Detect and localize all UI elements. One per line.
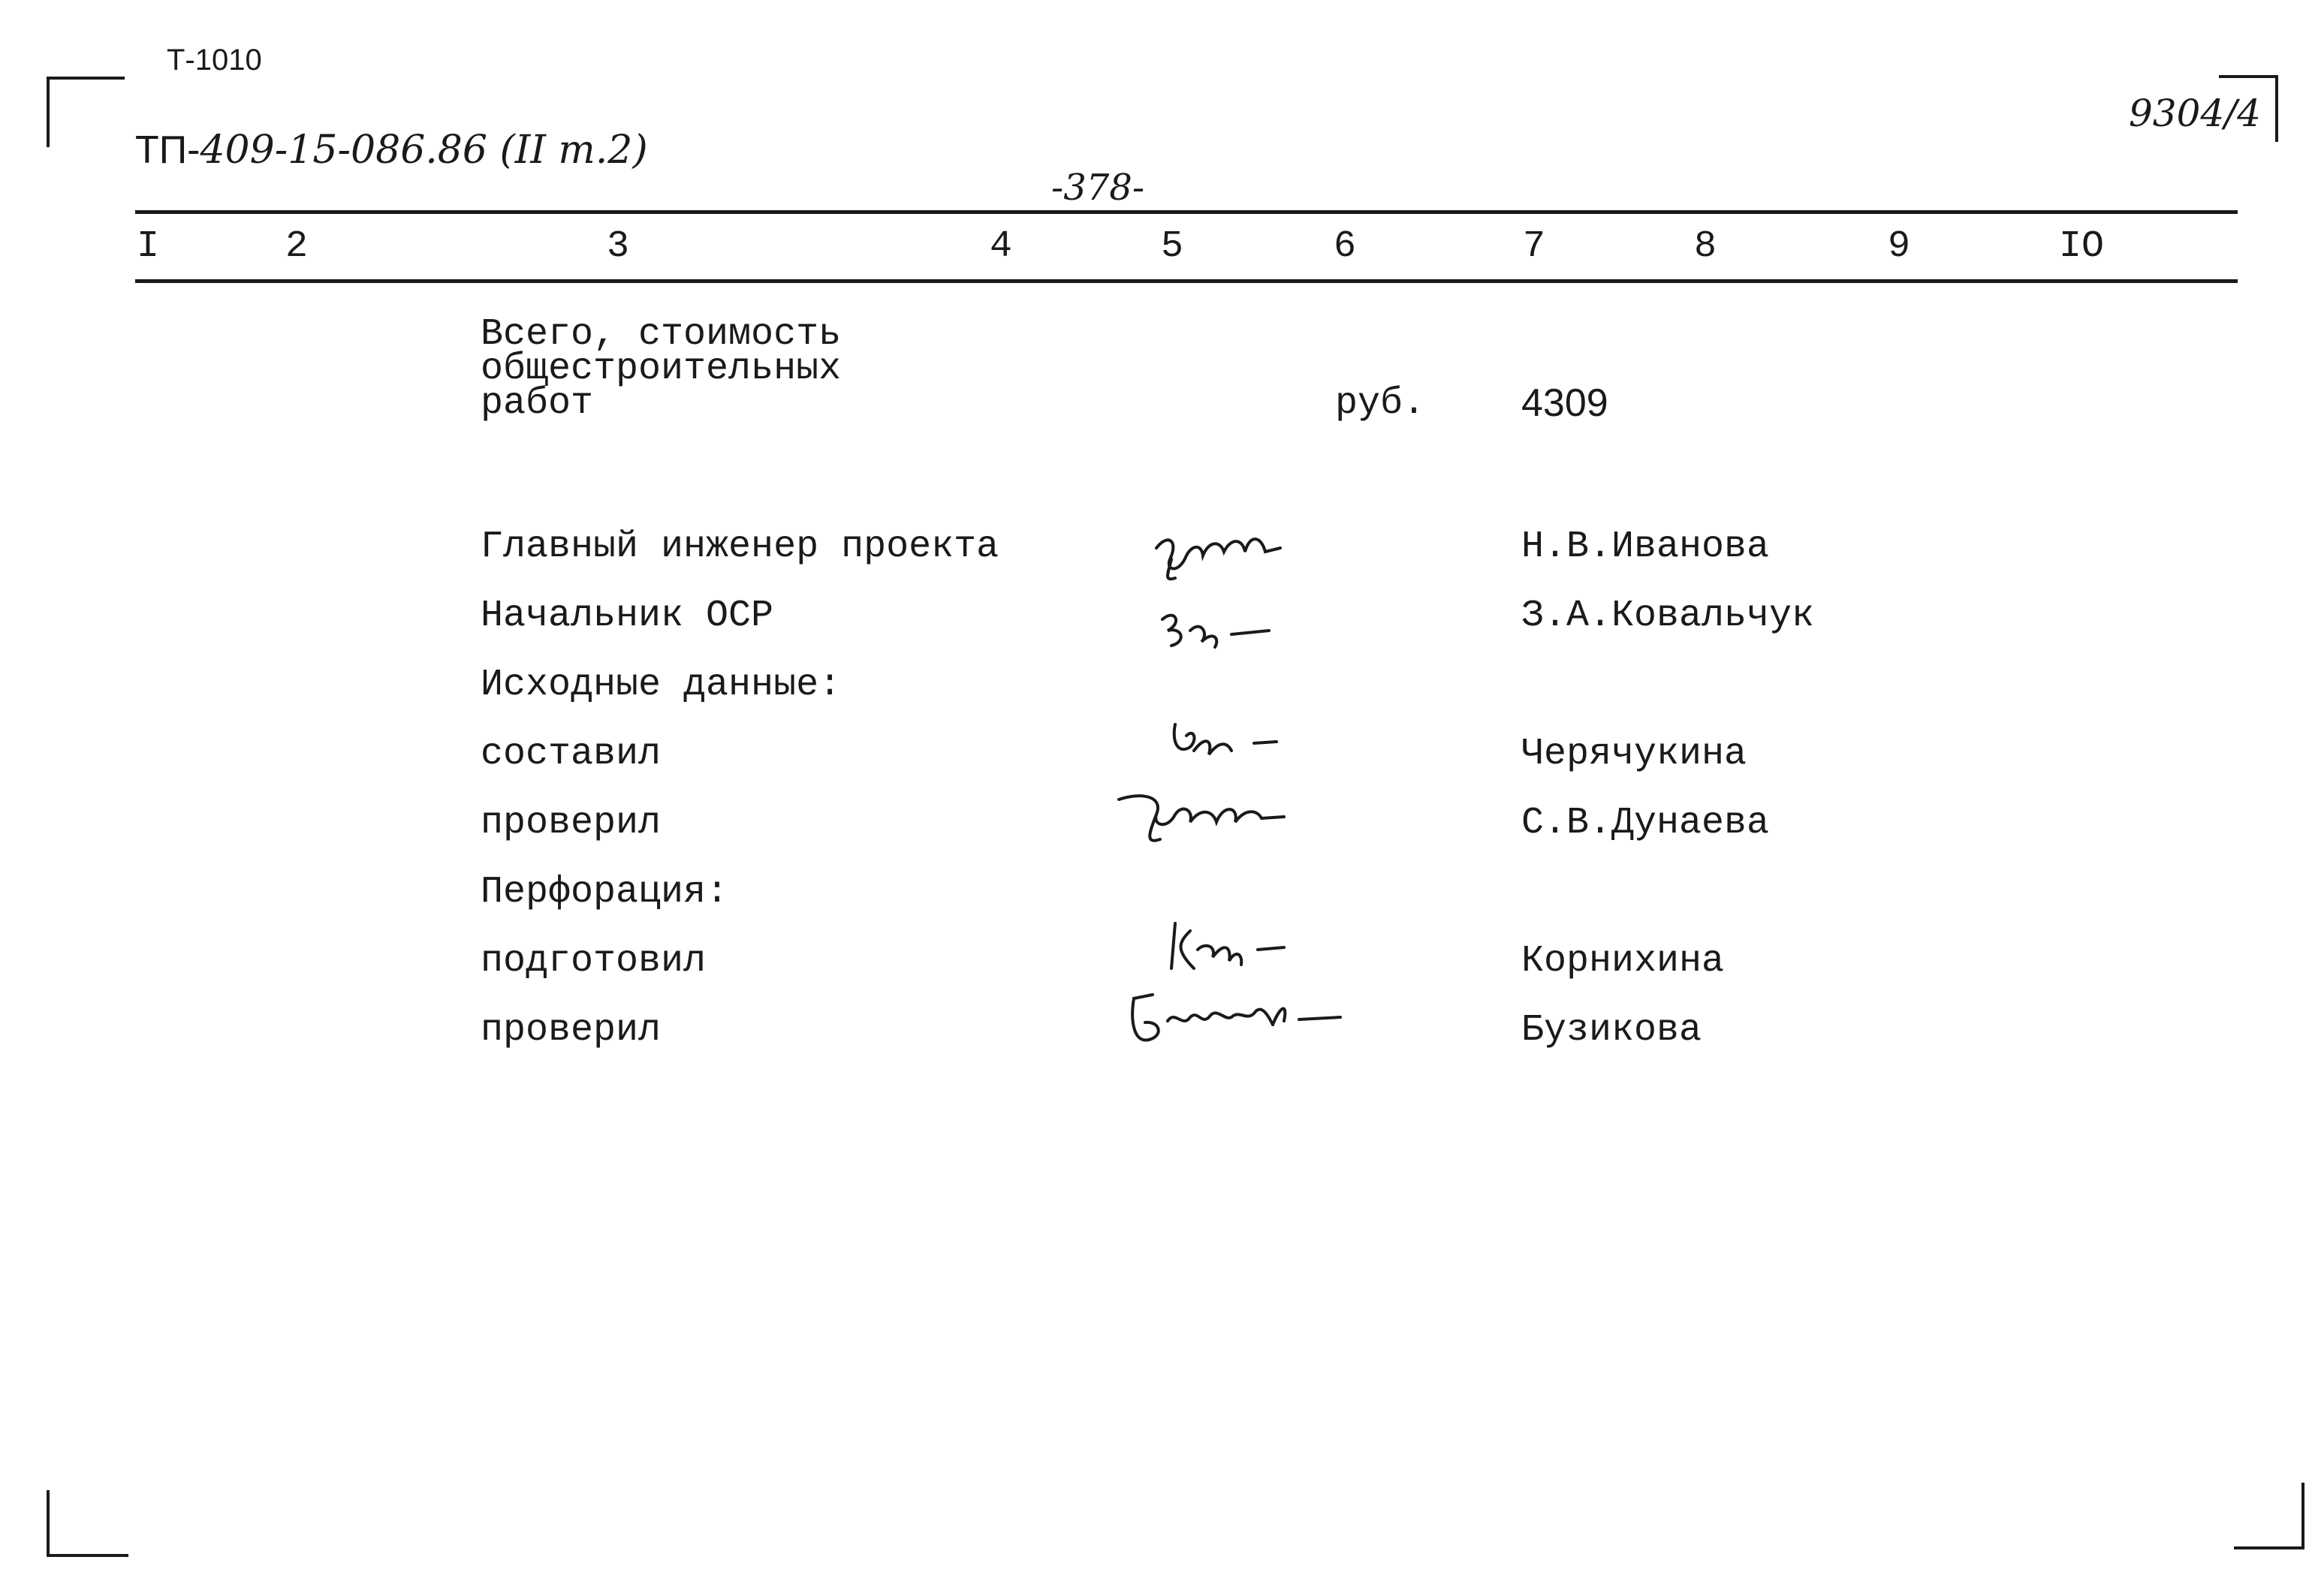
total-unit: руб. (1335, 382, 1426, 425)
name-head-osr: З.А.Ковальчук (1521, 595, 1815, 637)
signature-compiled (1164, 713, 1299, 777)
column-number-7: 7 (1523, 225, 1546, 268)
column-number-5: 5 (1161, 225, 1184, 268)
role-checked-perforation: проверил (481, 1009, 662, 1052)
column-number-9: 9 (1888, 225, 1911, 268)
document-number (135, 128, 648, 175)
name-checked-perforation: Бузикова (1521, 1009, 1702, 1052)
header-rule-top (135, 210, 2238, 214)
corner-mark-top-left (47, 77, 125, 147)
column-number-3: 3 (607, 225, 630, 268)
total-label-line-1: Всего, стоимость (481, 313, 842, 356)
column-number-8: 8 (1694, 225, 1717, 268)
signature-chief-engineer (1149, 518, 1314, 589)
corner-mark-bottom-left (47, 1490, 128, 1557)
corner-mark-bottom-right (2234, 1483, 2304, 1549)
column-number-2: 2 (285, 225, 309, 268)
role-compiled: составил (481, 733, 662, 775)
role-prepared: подготовил (481, 940, 707, 983)
signature-head-osr (1156, 601, 1292, 664)
column-number-4: 4 (990, 225, 1013, 268)
column-number-10: IO (2059, 225, 2105, 268)
section-perforation: Перфорация: (481, 871, 729, 914)
total-label-line-2: общестроительных (481, 348, 842, 390)
header-rule-bottom (135, 279, 2238, 283)
role-head-osr: Начальник ОСР (481, 595, 774, 637)
document-number-handwritten: 409-15-086.86 (ІІ т.2) (200, 128, 648, 173)
column-number-1: I (137, 225, 160, 268)
archive-number: 9304/4 (2129, 92, 2261, 135)
role-checked: проверил (481, 802, 662, 845)
signature-checked (1111, 781, 1307, 852)
name-prepared: Корнихина (1521, 940, 1725, 983)
name-checked: С.В.Дунаева (1521, 802, 1770, 845)
name-chief-engineer: Н.В.Иванова (1521, 525, 1770, 568)
name-compiled: Черячукина (1521, 733, 1747, 775)
signature-checked-perforation (1123, 983, 1355, 1062)
signature-prepared (1160, 916, 1310, 987)
total-label-line-3: работ (481, 382, 594, 425)
total-value: 4309 (1521, 381, 1608, 425)
column-number-6: 6 (1334, 225, 1357, 268)
role-chief-engineer: Главный инженер проекта (481, 525, 999, 568)
sheet-code: Т-1010 (167, 44, 262, 77)
section-source-data: Исходные данные: (481, 664, 842, 706)
document-prefix: ТП- (135, 128, 200, 172)
page-number: -378- (1051, 167, 1145, 209)
